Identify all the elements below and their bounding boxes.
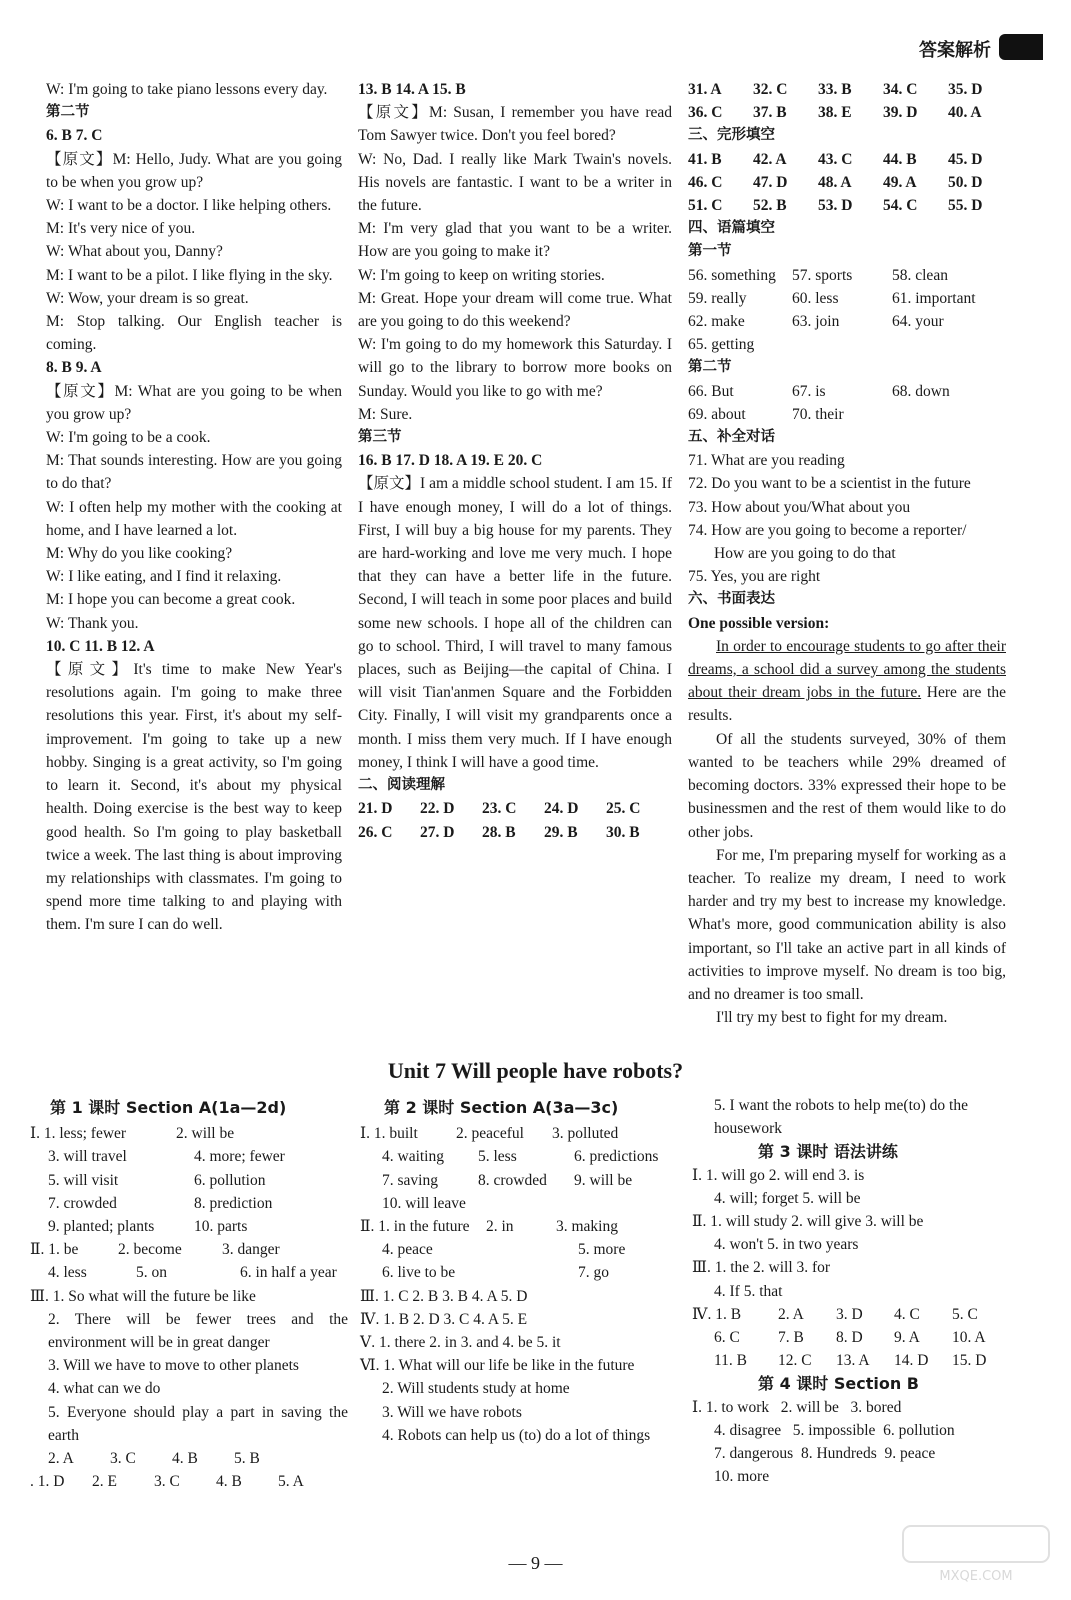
answer-row [30, 1261, 348, 1284]
text-line: M: That sounds interesting. How are you going to do that? [46, 452, 342, 493]
answer-row [360, 1238, 678, 1261]
subsection-heading: 第二节 [688, 359, 732, 376]
column-2 [358, 78, 672, 844]
text-line: W: What about you, Danny? [46, 243, 223, 261]
answer-row [360, 1122, 678, 1145]
answer-item: 55. D [948, 197, 983, 215]
answer-item: 3. C [110, 1450, 136, 1468]
text-line: W: I'm going to be a cook. [46, 429, 211, 447]
fill-row [688, 403, 1006, 426]
answer-row [360, 1169, 678, 1192]
answer-item: 44. B [883, 150, 917, 168]
answer-line: 4. If 5. that [714, 1282, 783, 1300]
sentence-answer: 5. I want the robots to help me(to) do the housework [714, 1097, 968, 1138]
section-heading: 五、补全对话 [688, 429, 775, 446]
answer-item: 68. down [892, 382, 950, 400]
text-line: W: No, Dad. I really like Mark Twain's novels. His novels are fantastic. I want to be a writer in the future. [358, 150, 672, 215]
answer-row [30, 1169, 348, 1192]
lesson-heading: 第 2 课时 Section A(3a—3c) [384, 1098, 619, 1117]
text-line: 【原文】I am a middle school student. I am 15. If I have enough money, I will do a lot of things. First, I will buy a big house for my parents. They are hard-working and love me very much. I hope that they can have a better life in the future. Second, I will teach in some poor places and build some new schools. I hope all of the children can go to school. Third, I will travel to many famous places, such as Beijing—the capital of China. I will visit Tian'anmen Square and the Forbidden City. Finally, I will visit my grandparents once a month. I miss them very much. If I have enough money, I think I will have a good time. [358, 475, 672, 771]
version-label: One possible version: [688, 614, 830, 632]
watermark-text: MXQE.COM [939, 1569, 1013, 1584]
answer-item: 7. go [578, 1264, 609, 1282]
subsection-heading: 第一节 [688, 243, 732, 260]
answer-row [688, 194, 1006, 217]
answer-item: 2. will be [176, 1125, 235, 1143]
answer-item: 4. B [172, 1450, 198, 1468]
answer-item: 6. C [714, 1329, 740, 1347]
answer-item: 28. B [482, 823, 516, 841]
lesson-1-block [30, 1096, 348, 1493]
answer-item: 6. pollution [194, 1171, 266, 1189]
page-number: — 9 — [508, 1553, 563, 1573]
answer-item: 2. peaceful [456, 1125, 524, 1143]
text-line: M: I'm very glad that you want to be a writer. How are you going to make it? [358, 220, 672, 261]
answer-item: 21. D [358, 800, 393, 818]
answer-row [692, 1303, 1008, 1326]
answer-item: 10. A [952, 1329, 986, 1347]
text-line: 16. B 17. D 18. A 19. E 20. C [358, 452, 543, 470]
answer-item: 15. D [952, 1352, 987, 1370]
answer-item: 59. really [688, 289, 747, 307]
answer-line: 4. will; forget 5. will be [714, 1189, 861, 1207]
text-line: 第三节 [358, 429, 402, 446]
section-heading: 六、书面表达 [688, 591, 775, 608]
text-line: 二、阅读理解 [358, 777, 445, 794]
sentence-answer: Ⅲ. 1. So what will the future be like [30, 1287, 256, 1305]
text-line: W: Thank you. [46, 614, 139, 632]
essay-paragraph: Of all the students surveyed, 30% of them wanted to be teachers while 29% dreamed of becoming doctors. 33% expressed their hope to be businessmen and the rest of them would like to do other jobs. [688, 730, 1006, 841]
answer-item: 26. C [358, 823, 393, 841]
dialog-answer: How are you going to do that [714, 545, 896, 563]
text-line: W: I like eating, and I find it relaxing. [46, 568, 282, 586]
essay-paragraph: For me, I'm preparing myself for working as a teacher. To realize my dream, I need to work harder and try my best to increase my knowledge. What's more, good communication ability is also important, so I'll take an active part in all kinds of activities to improve myself. No dream is too big, and no dreamer is too small. [688, 846, 1006, 1003]
text-line: M: I want to be a pilot. I like flying in the sky. [46, 266, 333, 284]
answer-row [360, 1192, 678, 1215]
answer-row [688, 78, 1006, 101]
answer-item: 6. predictions [574, 1148, 659, 1166]
answer-item: 4. waiting [382, 1148, 444, 1166]
answer-row [30, 1145, 348, 1168]
answer-line: 4. disagree 5. impossible 6. pollution [714, 1421, 955, 1439]
answer-item: 35. D [948, 81, 983, 98]
text-line: W: I often help my mother with the cooking at home, and I have learned a lot. [46, 498, 342, 539]
answer-row [360, 1261, 678, 1284]
text-line: 第二节 [46, 104, 90, 121]
answer-item: 61. important [892, 289, 976, 307]
answer-item: 7. crowded [48, 1194, 117, 1212]
answer-item: 9. planted; plants [48, 1218, 155, 1236]
answer-line: Ⅳ. 1. B 2. D 3. C 4. A 5. E [360, 1310, 528, 1328]
answer-item: 12. C [778, 1352, 812, 1370]
answer-item: 36. C [688, 104, 723, 122]
answer-item: 3. polluted [552, 1125, 619, 1143]
answer-line: Ⅴ. 1. there 2. in 3. and 4. be 5. it [360, 1334, 561, 1352]
answer-item: 23. C [482, 800, 517, 818]
answer-item: Ⅱ. 1. be [30, 1241, 79, 1259]
answer-item: 6. in half a year [240, 1264, 337, 1282]
column-3 [688, 78, 1006, 1029]
answer-item: 62. make [688, 313, 745, 331]
lesson-heading: 第 3 课时 语法讲练 [758, 1142, 898, 1162]
answer-item: 52. B [753, 197, 787, 215]
answer-item: 24. D [544, 800, 579, 818]
section-heading: 四、语篇填空 [688, 220, 775, 237]
answer-item: 70. their [792, 405, 844, 423]
answer-item: 2. A [48, 1450, 74, 1468]
text-line: 8. B 9. A [46, 359, 102, 377]
answer-item: 51. C [688, 197, 723, 215]
underlined-topic-sentence: In order to encourage students to go after their dreams, a school did a survey among the students about their dream jobs in the future. [688, 637, 1006, 702]
text-line: M: It's very nice of you. [46, 220, 196, 238]
answer-item: 8. crowded [478, 1171, 547, 1189]
answer-item: 3. D [836, 1305, 863, 1323]
answer-line: 7. dangerous 8. Hundreds 9. peace [714, 1445, 936, 1463]
answer-item: 7. saving [382, 1171, 438, 1189]
answer-item: 22. D [420, 800, 455, 818]
text-line: M: Why do you like cooking? [46, 545, 233, 563]
answer-item: 2. E [92, 1473, 117, 1491]
text-line: 【原文】M: Hello, Judy. What are you going to be when you grow up? [46, 150, 342, 191]
lesson-heading: 第 4 课时 Section B [758, 1374, 919, 1394]
answer-item: 2. become [118, 1241, 182, 1259]
answer-row [360, 1215, 678, 1238]
answer-item: 27. D [420, 823, 455, 841]
answer-item: 10. parts [194, 1218, 248, 1236]
answer-item: 13. A [836, 1352, 870, 1370]
answer-item: 45. D [948, 150, 983, 168]
answer-item: 4. more; fewer [194, 1148, 285, 1166]
fill-row [688, 380, 1006, 403]
answer-item: 58. clean [892, 266, 948, 284]
answer-item: 33. B [818, 81, 852, 98]
answer-item: 37. B [753, 104, 787, 122]
text-line: M: Stop talking. Our English teacher is coming. [46, 313, 342, 354]
answer-item: 32. C [753, 81, 788, 98]
answer-item: 50. D [948, 173, 983, 191]
answer-item: 8. prediction [194, 1194, 273, 1212]
answer-item: 4. C [894, 1305, 920, 1323]
answer-item: 14. D [894, 1352, 929, 1370]
answer-item: 2. in [486, 1218, 514, 1236]
answer-item: 57. sports [792, 266, 853, 284]
answer-item: 66. But [688, 382, 734, 400]
answer-line: Ⅰ. 1. to work 2. will be 3. bored [692, 1398, 902, 1416]
answer-row [358, 797, 672, 820]
answer-row [692, 1326, 1008, 1349]
sentence-answer: 2. Will students study at home [382, 1380, 570, 1398]
answer-item: 5. C [952, 1305, 978, 1323]
answer-row [30, 1238, 348, 1261]
answer-item: 38. E [818, 104, 852, 122]
sentence-answer: 4. Robots can help us (to) do a lot of things [382, 1426, 651, 1444]
text-line: 6. B 7. C [46, 127, 103, 145]
unit-title: Unit 7 Will people have robots? [387, 1058, 684, 1083]
answer-line: Ⅱ. 1. will study 2. will give 3. will be [692, 1213, 924, 1231]
answer-item: 54. C [883, 197, 918, 215]
section-heading: 三、完形填空 [688, 127, 775, 144]
text-line: M: I hope you can become a great cook. [46, 591, 296, 609]
sentence-answer: 2. There will be fewer trees and the environment will be in great danger [48, 1310, 348, 1352]
header-label: 答案解析 [919, 40, 991, 61]
answer-item: 46. C [688, 173, 723, 191]
answer-row [688, 148, 1006, 171]
answer-item: 8. D [836, 1329, 863, 1347]
dialog-answer: 72. Do you want to be a scientist in the future [688, 475, 971, 493]
lesson-3-4-block [692, 1094, 1008, 1488]
text-line: M: Sure. [358, 405, 413, 423]
answer-item: 47. D [753, 173, 788, 191]
answer-item: 10. will leave [382, 1194, 466, 1212]
text-line: M: Great. Hope your dream will come true. What are you going to do this weekend? [358, 289, 672, 331]
column-1 [46, 78, 342, 937]
answer-item: 3. making [556, 1218, 618, 1236]
answer-line: Ⅲ. 1. the 2. will 3. for [692, 1259, 831, 1277]
answer-item: 5. will visit [48, 1171, 119, 1189]
answer-row [360, 1145, 678, 1168]
answer-item: 5. B [234, 1450, 260, 1468]
answer-item: 34. C [883, 81, 918, 98]
answer-item: 65. getting [688, 336, 755, 354]
fill-row [688, 333, 1006, 356]
sentence-answer: 3. Will we have to move to other planets [48, 1357, 299, 1375]
text-line: 13. B 14. A 15. B [358, 81, 466, 98]
answer-item: 4. less [48, 1264, 87, 1282]
answer-item: Ⅰ. 1. built [360, 1125, 418, 1143]
answer-item: Ⅳ. 1. B [692, 1305, 742, 1323]
answer-item: 67. is [792, 382, 826, 400]
answer-item: 9. A [894, 1329, 920, 1347]
answer-item: 49. A [883, 173, 917, 191]
answer-row [688, 171, 1006, 194]
answer-item: 30. B [606, 823, 640, 841]
text-line: W: I'm going to keep on writing stories. [358, 266, 605, 284]
text-span: Here are the results. [688, 684, 1006, 725]
watermark-logo [901, 1524, 1051, 1586]
text-line: 10. C 11. B 12. A [46, 637, 155, 655]
answer-item: Ⅱ. 1. in the future [360, 1218, 470, 1236]
answer-item: 48. A [818, 173, 852, 191]
answer-item: 2. A [778, 1305, 804, 1323]
answer-item: 3. will travel [48, 1148, 127, 1166]
answer-item: 43. C [818, 150, 853, 168]
answer-item: 60. less [792, 289, 839, 307]
answer-item: 5. A [278, 1473, 304, 1491]
text-line: W: I'm going to take piano lessons every day. [46, 81, 328, 98]
answer-item: 39. D [883, 104, 918, 122]
answer-item: 63. join [792, 313, 840, 331]
answer-item: 7. B [778, 1329, 804, 1347]
answer-line: 10. more [714, 1468, 770, 1486]
text-line: 【原文】It's time to make New Year's resolutions again. I'm going to make three resolutions this year. First, it's about my self-improvement. I'm going to take up a new hobby. Singing is a great activity, so I'm going to learn it. Second, it's about my physical health. Doing exercise is the best way to keep good health. So I'm going to play basketball twice a week. The last thing is about improving my relationships with classmates. I'm going to spend more time talking to and playing with them. I'm sure I can do well. [46, 661, 342, 934]
answer-item: 5. less [478, 1148, 517, 1166]
answer-row [688, 101, 1006, 124]
dialog-answer: 73. How about you/What about you [688, 498, 911, 516]
answer-item: . 1. D [30, 1473, 65, 1491]
answer-item: 41. B [688, 150, 722, 168]
answer-row [30, 1215, 348, 1238]
dialog-answer: 75. Yes, you are right [688, 568, 821, 586]
answer-item: 56. something [688, 266, 776, 284]
answer-item: 42. A [753, 150, 787, 168]
fill-row [688, 287, 1006, 310]
answer-item: 4. B [216, 1473, 242, 1491]
answer-item: 53. D [818, 197, 853, 215]
answer-line: Ⅰ. 1. will go 2. will end 3. is [692, 1166, 865, 1184]
answer-item: 29. B [544, 823, 578, 841]
answer-item: 3. danger [222, 1241, 280, 1259]
lesson-heading: 第 1 课时 Section A(1a—2d) [50, 1098, 287, 1117]
text-line: W: I want to be a doctor. I like helping others. [46, 197, 332, 215]
answer-line: 4. won't 5. in two years [714, 1236, 859, 1254]
answer-item: 5. more [578, 1241, 626, 1259]
answer-row [358, 821, 672, 844]
answer-item: 31. A [688, 81, 722, 98]
dialog-answer: 74. How are you going to become a reporter/ [688, 521, 967, 539]
answer-row [692, 1349, 1008, 1372]
dialog-answer: 71. What are you reading [688, 452, 845, 470]
answer-item: 5. on [136, 1264, 167, 1282]
fill-row [688, 264, 1006, 287]
answer-row [30, 1447, 348, 1470]
answer-row [30, 1122, 348, 1145]
answer-item: 9. will be [574, 1171, 633, 1189]
text-line: 【原文】M: Susan, I remember you have read Tom Sawyer twice. Don't you feel bored? [358, 104, 672, 145]
answer-line: Ⅲ. 1. C 2. B 3. B 4. A 5. D [360, 1287, 528, 1305]
header-tab-marker [999, 34, 1043, 60]
sentence-answer: 4. what can we do [48, 1380, 161, 1398]
answer-item: 4. peace [382, 1241, 433, 1259]
essay-paragraph: I'll try my best to fight for my dream. [716, 1009, 948, 1027]
answer-item: Ⅰ. 1. less; fewer [30, 1125, 127, 1143]
answer-item: 6. live to be [382, 1264, 456, 1282]
answer-item: 25. C [606, 800, 641, 818]
text-line: W: I'm going to do my homework this Saturday. I will go to the library to borrow more books on Sunday. Would you like to go with me? [358, 336, 672, 400]
answer-item: 64. your [892, 313, 944, 331]
essay-paragraph [688, 635, 1006, 728]
answer-row [30, 1470, 348, 1493]
text-line: W: Wow, your dream is so great. [46, 289, 249, 307]
sentence-answer: Ⅵ. 1. What will our life be like in the future [360, 1357, 635, 1375]
fill-row [688, 310, 1006, 333]
sentence-answer: 5. Everyone should play a part in saving the earth [48, 1403, 348, 1444]
text-line: 【原文】M: What are you going to be when you grow up? [46, 382, 342, 423]
sentence-answer: 3. Will we have robots [382, 1403, 522, 1421]
answer-item: 11. B [714, 1352, 748, 1370]
lesson-2-block [360, 1096, 678, 1447]
answer-row [30, 1192, 348, 1215]
answer-item: 40. A [948, 104, 982, 122]
answer-item: 3. C [154, 1473, 180, 1491]
answer-item: 69. about [688, 405, 746, 423]
